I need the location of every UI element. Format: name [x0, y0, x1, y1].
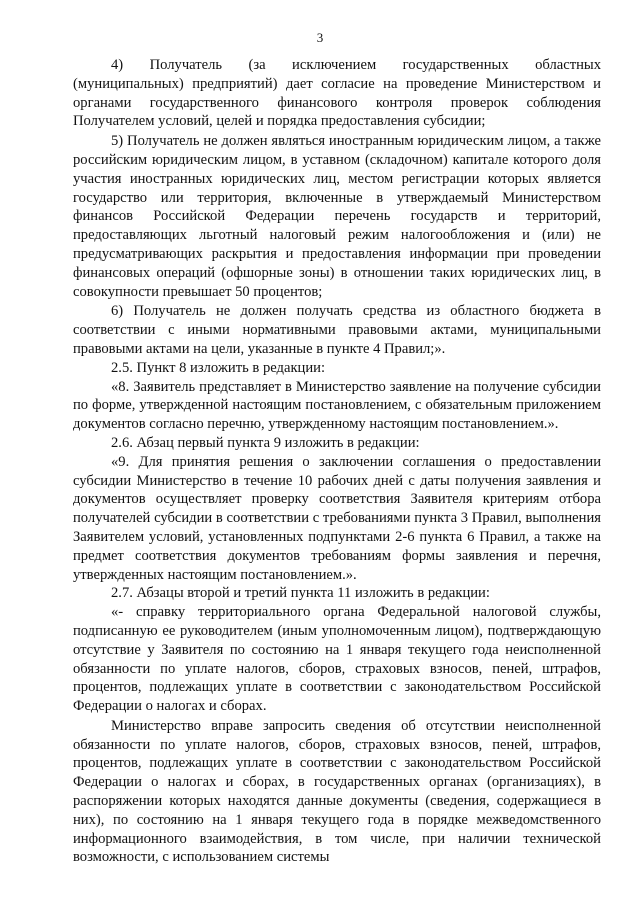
- paragraph-item-5: 5) Получатель не должен являться иностранным юридическим лицом, а также российским юридическим лицом, в уставном (складочном) капитале которого доля участия иностранных юридических лиц, местом регистрации которых является государство или территория, включенные в утверждаемый Министерством финансов Российской Федерации перечень государств и территорий, предоставляющих льготный налоговый режим налогообложения и (или) не предусматривающих раскрытия и предоставления информации при проведении финансовых операций (офшорные зоны) в отношении таких юридических лиц, в совокупности превышает 50 процентов;: [73, 133, 601, 300]
- paragraph-2-5-heading: 2.5. Пункт 8 изложить в редакции:: [111, 359, 326, 376]
- paragraph-point-8: «8. Заявитель представляет в Министерство заявление на получение субсидии по форме, утвержденной настоящим постановлением, с обязательным приложением документов согласно перечню, утвержденному настоящим постановлением.».: [73, 378, 601, 433]
- paragraph-item-6: 6) Получатель не должен получать средства из областного бюджета в соответствии с иными нормативными правовыми актами, муниципальными правовыми актами на цели, указанные в пункте 4 Правил;».: [73, 303, 601, 357]
- paragraph-2-6-heading: 2.6. Абзац первый пункта 9 изложить в редакции:: [111, 434, 420, 451]
- paragraph-item-4: 4) Получатель (за исключением государственных областных (муниципальных) предприятий) дает согласие на проведение Министерством и органами государственного финансового контроля проверок соблюдения Получателем условий, целей и порядка предоставления субсидии;: [73, 57, 601, 130]
- paragraph-ministry-request: Министерство вправе запросить сведения об отсутствии неисполненной обязанности по уплате налогов, сборов, страховых взносов, пеней, штрафов, процентов, подлежащих уплате в соответствии с законодательством Российской Федерации о налогах и сборах, в государственных органах (организациях), в распоряжении которых находятся данные документы (сведения, содержащиеся в них), по состоянию на 1 января текущего года в порядке межведомственного информационного взаимодействия, в том числе, при наличии технической возможности, с использованием системы: [73, 717, 601, 866]
- page-number: 3: [316, 30, 324, 45]
- paragraph-tax-certificate: «- справку территориального органа Федеральной налоговой службы, подписанную ее руководителем (иным уполномоченным лицом), подтверждающую отсутствие у Заявителя по состоянию на 1 января текущего года неисполненной обязанности по уплате налогов, сборов, страховых взносов, пеней, штрафов, процентов, подлежащих уплате в соответствии с законодательством Российской Федерации о налогах и сборах.: [73, 604, 601, 715]
- document-body: [73, 56, 601, 867]
- paragraph-2-7-heading: 2.7. Абзацы второй и третий пункта 11 изложить в редакции:: [111, 585, 490, 602]
- paragraph-point-9: «9. Для принятия решения о заключении соглашения о предоставлении субсидии Министерство в течение 10 рабочих дней с даты получения заявления и документов осуществляет проверку соответствия Заявителя критериям отбора получателей субсидии в соответствии с требованиями пункта 3 Правил, выполнения Заявителем условий, установленных подпунктами 2-6 пункта 6 Правил, а также на предмет соответствия документов требованиям формы заявления и перечня, утвержденных настоящим постановлением.».: [73, 453, 601, 583]
